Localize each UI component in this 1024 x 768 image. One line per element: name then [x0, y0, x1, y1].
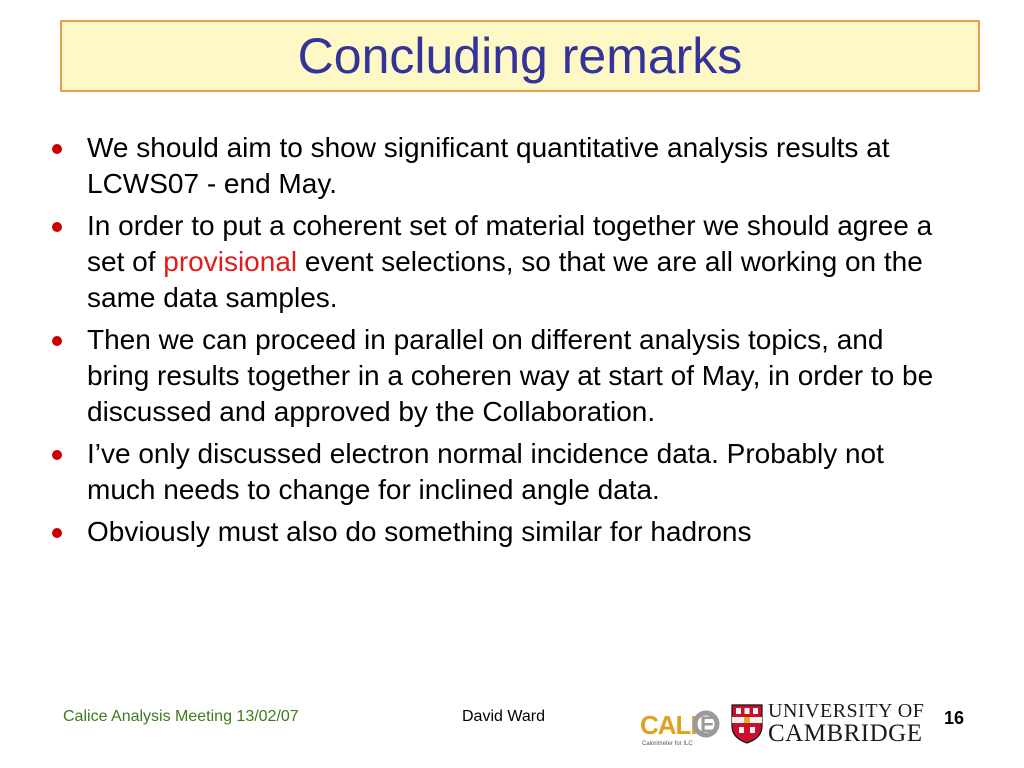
calice-logo-word-left: CALI — [640, 710, 697, 740]
page-number: 16 — [944, 708, 965, 728]
footer-meeting-info: Calice Analysis Meeting 13/02/07 — [63, 708, 299, 725]
bullet-text: In order to put a coherent set of material together we should agree a set of — [87, 210, 933, 277]
bullet-dot-icon — [52, 450, 62, 460]
footer-author: David Ward — [462, 708, 545, 725]
cambridge-crest-icon — [731, 704, 763, 744]
university-line1: UNIVERSITY OF — [768, 700, 925, 722]
bullet-dot-icon — [52, 144, 62, 154]
bullet-text: Obviously must also do something similar for hadrons — [87, 516, 752, 547]
university-line2: CAMBRIDGE — [768, 720, 923, 747]
bullet-text: I’ve only discussed electron normal incidence data. Probably not much needs to change for inclined angle data. — [87, 438, 884, 505]
calice-logo-word-right: E — [700, 712, 715, 737]
title-box — [60, 20, 980, 92]
bullet-dot-icon — [52, 528, 62, 538]
bullet-item — [45, 514, 945, 550]
bullet-dot-icon — [52, 336, 62, 346]
university-wordmark — [768, 701, 924, 746]
bullet-text: Then we can proceed in parallel on different analysis topics, and bring results together in a coheren way at start of May, in order to be discussed and approved by the Collaboration. — [87, 324, 934, 427]
bullet-item — [45, 436, 945, 508]
calice-logo — [640, 704, 726, 748]
bullet-item — [45, 208, 945, 316]
bullet-list — [45, 130, 945, 556]
slide-title: Concluding remarks — [297, 28, 743, 84]
bullet-text: We should aim to show significant quantitative analysis results at LCWS07 - end May. — [87, 132, 890, 199]
calice-logo-tagline: Calorimeter for ILC — [642, 741, 693, 747]
highlighted-text: provisional — [163, 246, 298, 277]
bullet-text: event selections, so that we are all working on the same data samples. — [87, 246, 923, 313]
bullet-item — [45, 322, 945, 430]
bullet-dot-icon — [52, 222, 62, 232]
bullet-item — [45, 130, 945, 202]
